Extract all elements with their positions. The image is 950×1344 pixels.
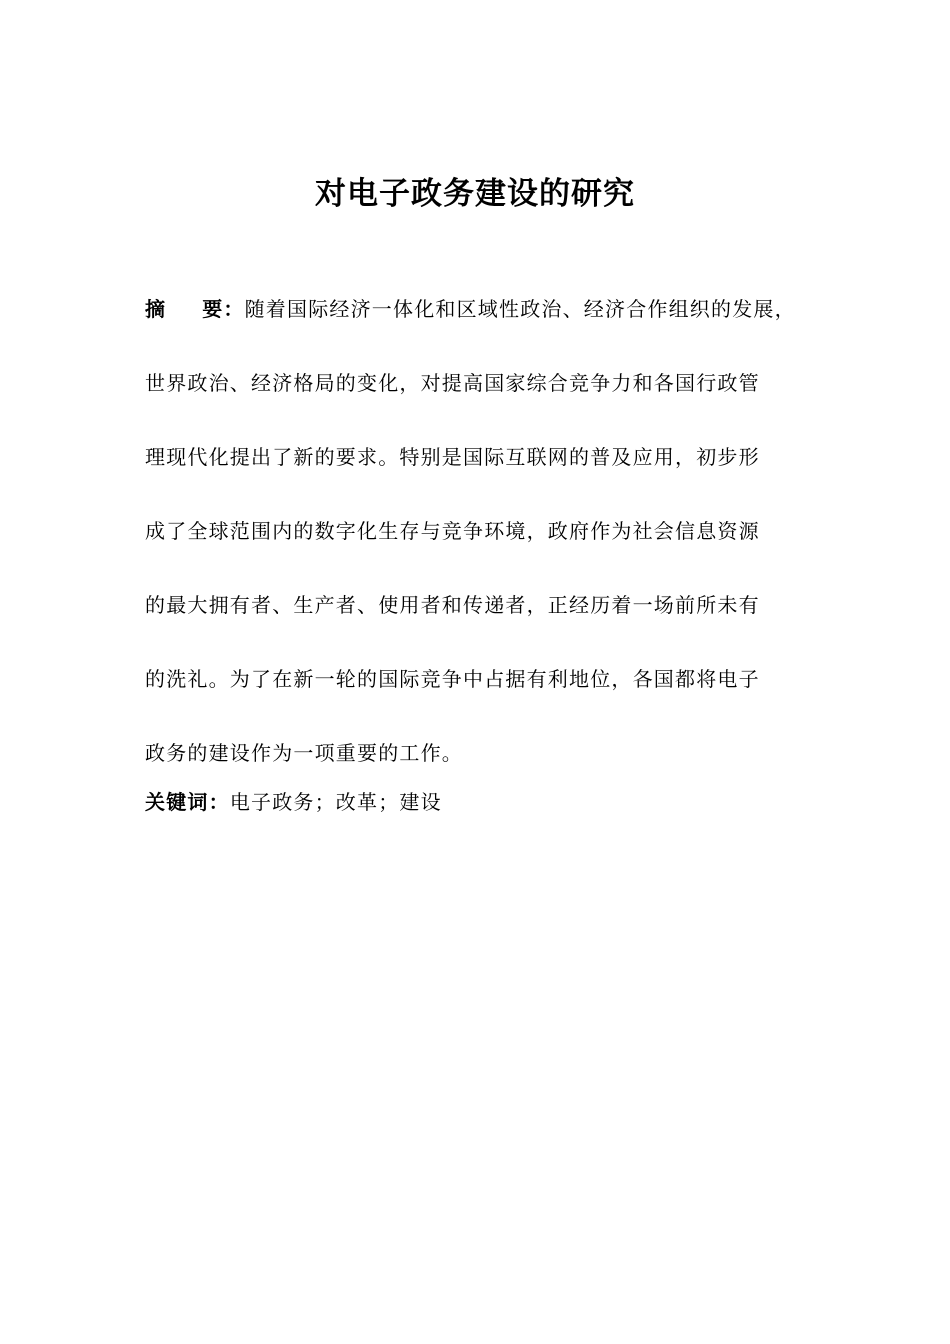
abstract-line-3: 理现代化提出了新的要求。特别是国际互联网的普及应用，初步形: [145, 445, 760, 469]
document-title: 对电子政务建设的研究: [315, 176, 635, 212]
abstract-text-line-1: 随着国际经济一体化和区域性政治、经济合作组织的发展，: [244, 297, 796, 321]
abstract-label-first: 摘: [145, 297, 167, 321]
abstract-line-5: 的最大拥有者、生产者、使用者和传递者，正经历着一场前所未有: [145, 593, 760, 617]
keywords-label: 关键词：: [145, 790, 230, 814]
abstract-line-2: 世界政治、经济格局的变化，对提高国家综合竞争力和各国行政管: [145, 371, 760, 395]
abstract-section: [145, 272, 805, 790]
keywords-text: 电子政务；改革；建设: [229, 790, 442, 814]
abstract-line-4: 成了全球范围内的数字化生存与竞争环境，政府作为社会信息资源: [145, 519, 760, 543]
abstract-line-6: 的洗礼。为了在新一轮的国际竞争中占据有利地位，各国都将电子: [145, 667, 760, 691]
abstract-line-7: 政务的建设作为一项重要的工作。: [145, 741, 463, 765]
keywords-section: [145, 782, 805, 822]
abstract-label-second: 要：: [202, 297, 245, 321]
abstract-line-1: [145, 272, 805, 346]
